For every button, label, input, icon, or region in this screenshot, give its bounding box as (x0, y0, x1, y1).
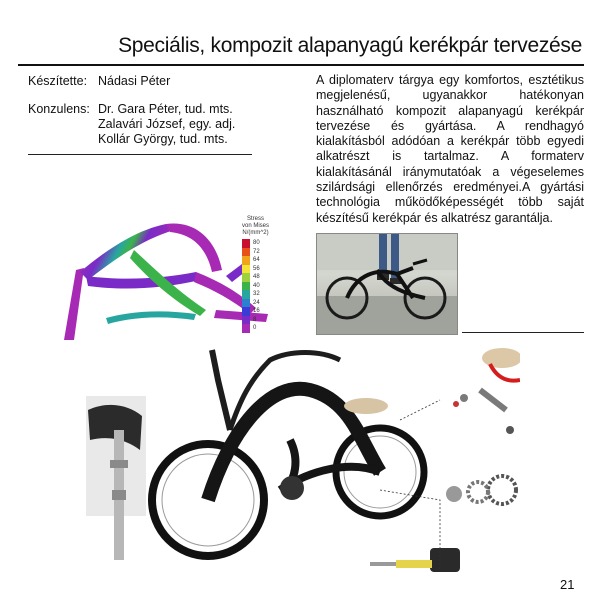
stress-legend-swatch (242, 290, 250, 299)
author-name: Nádasi Péter (98, 74, 171, 88)
stress-legend-swatch (242, 248, 250, 257)
author-label: Készítette: (28, 74, 88, 88)
consultant-name: Dr. Gara Péter, tud. mts. (98, 102, 233, 116)
stress-legend-value: 72 (253, 248, 260, 255)
stress-legend-value: 32 (253, 291, 260, 297)
page-number: 21 (560, 577, 575, 592)
stress-legend-swatch (242, 307, 250, 316)
stress-legend-value: 8 (253, 316, 257, 323)
credits-divider (28, 154, 252, 155)
stress-legend-swatch (242, 265, 250, 274)
consultant-name: Kollár György, tud. mts. (98, 132, 228, 146)
abstract-text: A diplomaterv tárgya egy komfortos, esztétikus megjelenésű, ugyanakkor hatékonyan használható kompozit alapanyagú kerékpár tervezése és gyártása. A rendhagyó kialakításból adódóan a kerékpár több egyedi alkatrészt is tartalmaz. A formaterv kialakításánál iránymutatóak a végeselemes szilárdsági ellenőrzés eredményei.A gyártási technológia működőképességét több saját készítésű kerékpár és alkatrész garantálja. (316, 73, 584, 225)
consultant-row (28, 102, 235, 147)
credits-block (28, 74, 235, 160)
author-row (28, 74, 235, 89)
stress-legend-value: 0 (253, 325, 257, 331)
stress-legend-swatch (242, 282, 250, 291)
stress-legend-value: 16 (253, 308, 260, 314)
bicycle-photo-image (317, 234, 457, 334)
stress-legend-value: 56 (253, 265, 260, 272)
stress-legend-colorbar (242, 239, 250, 333)
consultant-name: Zalavári József, egy. adj. (98, 117, 236, 131)
stress-legend-value: 80 (253, 240, 260, 246)
stress-legend-value: 48 (253, 274, 260, 280)
stress-legend-title: Stress von Mises N/(mm^2) (242, 216, 270, 236)
stress-legend-swatch (242, 299, 250, 308)
consultant-label: Konzulens: (28, 102, 90, 116)
stress-legend-swatch (242, 273, 250, 282)
stress-legend-values (253, 239, 260, 333)
stress-legend (242, 216, 269, 333)
stress-legend-swatch (242, 256, 250, 265)
consultant-names (98, 102, 235, 147)
stress-legend-value: 40 (253, 282, 260, 289)
seatpost-detail-icon (86, 396, 146, 560)
bicycle-render-image (80, 320, 520, 585)
page-title: Speciális, kompozit alapanyagú kerékpár tervezése (118, 34, 582, 57)
stress-legend-swatch (242, 239, 250, 248)
stress-legend-value: 24 (253, 299, 260, 306)
stress-legend-value: 64 (253, 257, 260, 263)
title-divider (18, 64, 584, 66)
